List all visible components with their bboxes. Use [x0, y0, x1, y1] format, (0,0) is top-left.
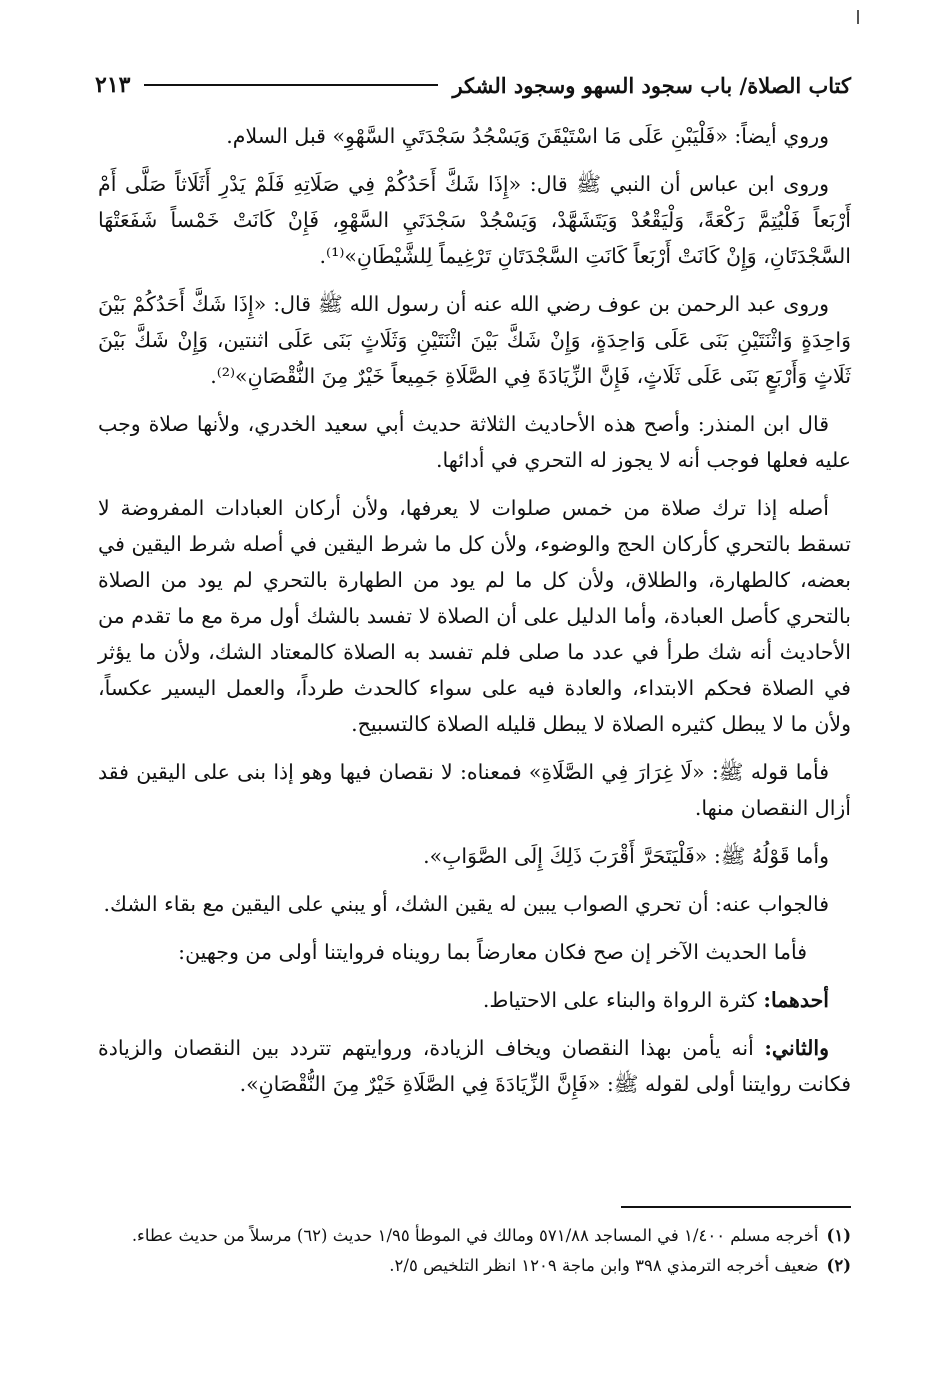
header-rule [144, 84, 438, 86]
point-label: أحدهما: [763, 988, 829, 1012]
paragraph: وروي أيضاً: «فَلْيَبْنِ عَلَى مَا اسْتَيْقَنَ وَيَسْجُدُ سَجْدَتَيِ السَّهْوِ» قبل السلام. [226, 124, 829, 148]
paragraph: وأما قَوْلُهُ ﷺ: «فَلْيَتَحَرَّ أَقْرَبَ ذَلِكَ إِلَى الصَّوَابِ». [423, 844, 829, 868]
paragraph: فأما قوله ﷺ: «لَا غِرَارَ فِي الصَّلَاةِ» فمعناه: لا نقصان فيها وهو إذا بنى على اليقين فقد أزال النقصان منها. [98, 760, 851, 820]
paragraph: قال ابن المنذر: وأصح هذه الأحاديث الثلاثة حديث أبي سعيد الخدري، ولأنها صلاة وجب عليه فعلها فوجب أنه لا يجوز له التحري في أدائها. [98, 412, 851, 472]
paragraph: وروى عبد الرحمن بن عوف رضي الله عنه أن رسول الله ﷺ قال: «إِذَا شَكَّ أَحَدُكُمْ بَيْنَ وَاحِدَةٍ وَاثْنَتَيْنِ بَنَى عَلَى وَاحِدَةٍ، وَإِنْ شَكَّ بَيْنَ اثْنَتَيْنِ وَثَلَاثٍ بَنَى عَلَى اثنتين، وَإِنْ شَكَّ بَيْنَ ثَلَاثٍ وَأَرْبَعٍ بَنَى عَلَى ثَلَاثٍ، فَإِنَّ الزِّيَادَةَ فِي الصَّلَاةِ جَمِيعاً خَيْرٌ مِنَ النُّقْصَانِ»⁽²⁾. [98, 292, 851, 388]
page-number: ٢١٣ [95, 72, 131, 98]
paragraph: فأما الحديث الآخر إن صح فكان معارضاً بما رويناه فروايتنا أولى من وجهين: [178, 940, 807, 964]
footnotes [98, 1222, 851, 1282]
main-text [98, 118, 851, 1114]
paragraph: وروى ابن عباس أن النبي ﷺ قال: «إِذَا شَكَّ أَحَدُكُمْ فِي صَلَاتِهِ فَلَمْ يَدْرِ أَثَلَاثاً صَلَّى أَمْ أَرْبَعاً فَلْيُتِمَّ رَكْعَةً، وَلْيَقْعُدْ وَيَتَشَهَّدْ، وَيَسْجُدْ سَجْدَتَيِ السَّهْوِ، فَإِنْ كَانَتْ خَمْساً شَفَعَتْهَا السَّجْدَتَانِ، وَإِنْ كَانَتْ أَرْبَعاً كَانَتِ السَّجْدَتَانِ تَرْغِيماً لِلشَّيْطَانِ»⁽¹⁾. [98, 172, 851, 268]
footnote-text: أخرجه مسلم ١/٤٠٠ في المساجد ٥٧١/٨٨ ومالك في الموطأ ١/٩٥ حديث (٦٢) مرسلاً من حديث عطاء. [131, 1226, 819, 1245]
point-text: كثرة الرواة والبناء على الاحتياط. [482, 988, 764, 1012]
scan-mark [857, 10, 859, 24]
paragraph: فالجواب عنه: أن تحري الصواب يبين له يقين الشك، أو يبني على اليقين مع بقاء الشك. [103, 892, 829, 916]
footnote-mark: (٢) [826, 1256, 851, 1275]
chapter-title: كتاب الصلاة/ باب سجود السهو وسجود الشكر [452, 72, 851, 98]
running-header [95, 68, 851, 102]
footnote-text: ضعيف أخرجه الترمذي ٣٩٨ وابن ماجة ١٢٠٩ انظر التلخيص ٢/٥. [389, 1256, 819, 1275]
point-label: والثاني: [764, 1036, 829, 1060]
paragraph: أصله إذا ترك صلاة من خمس صلوات لا يعرفها، ولأن أركان العبادات المفروضة لا تسقط بالتحري كأركان الحج والوضوء، ولأن كل ما شرط اليقين في أصله شرط اليقين في بعضه، كالطهارة، والطلاق، ولأن كل ما لم يود من الطهارة بالتحري لم يود من الصلاة بالتحري كأصل العبادة، وأما الدليل على أن الصلاة لا تفسد بالشك أول مرة مع ما تقدم من الأحاديث أنه شك طرأ في عدد ما صلى فلم تفسد به الصلاة كالمعتاد الشك، ولأن ما يؤثر في الصلاة فحكم الابتداء، والعادة فيه على سواء كالحدث طرداً، والعمل اليسير عكساً، ولأن ما لا يبطل كثيره الصلاة لا يبطل قليله الصلاة كالتسبيح. [98, 496, 851, 736]
footnote [98, 1252, 851, 1280]
point-text: أنه يأمن بهذا النقصان ويخاف الزيادة، وروايتهم تتردد بين النقصان والزيادة فكانت روايتنا أولى لقوله ﷺ: «فَإِنَّ الزِّيَادَةَ فِي الصَّلَاةِ خَيْرٌ مِنَ النُّقْصَانِ». [98, 1036, 851, 1096]
footnote [98, 1222, 851, 1250]
footnote-separator [621, 1206, 851, 1208]
footnote-mark: (١) [826, 1226, 851, 1245]
paragraph [98, 982, 851, 1018]
paragraph [98, 1030, 851, 1102]
